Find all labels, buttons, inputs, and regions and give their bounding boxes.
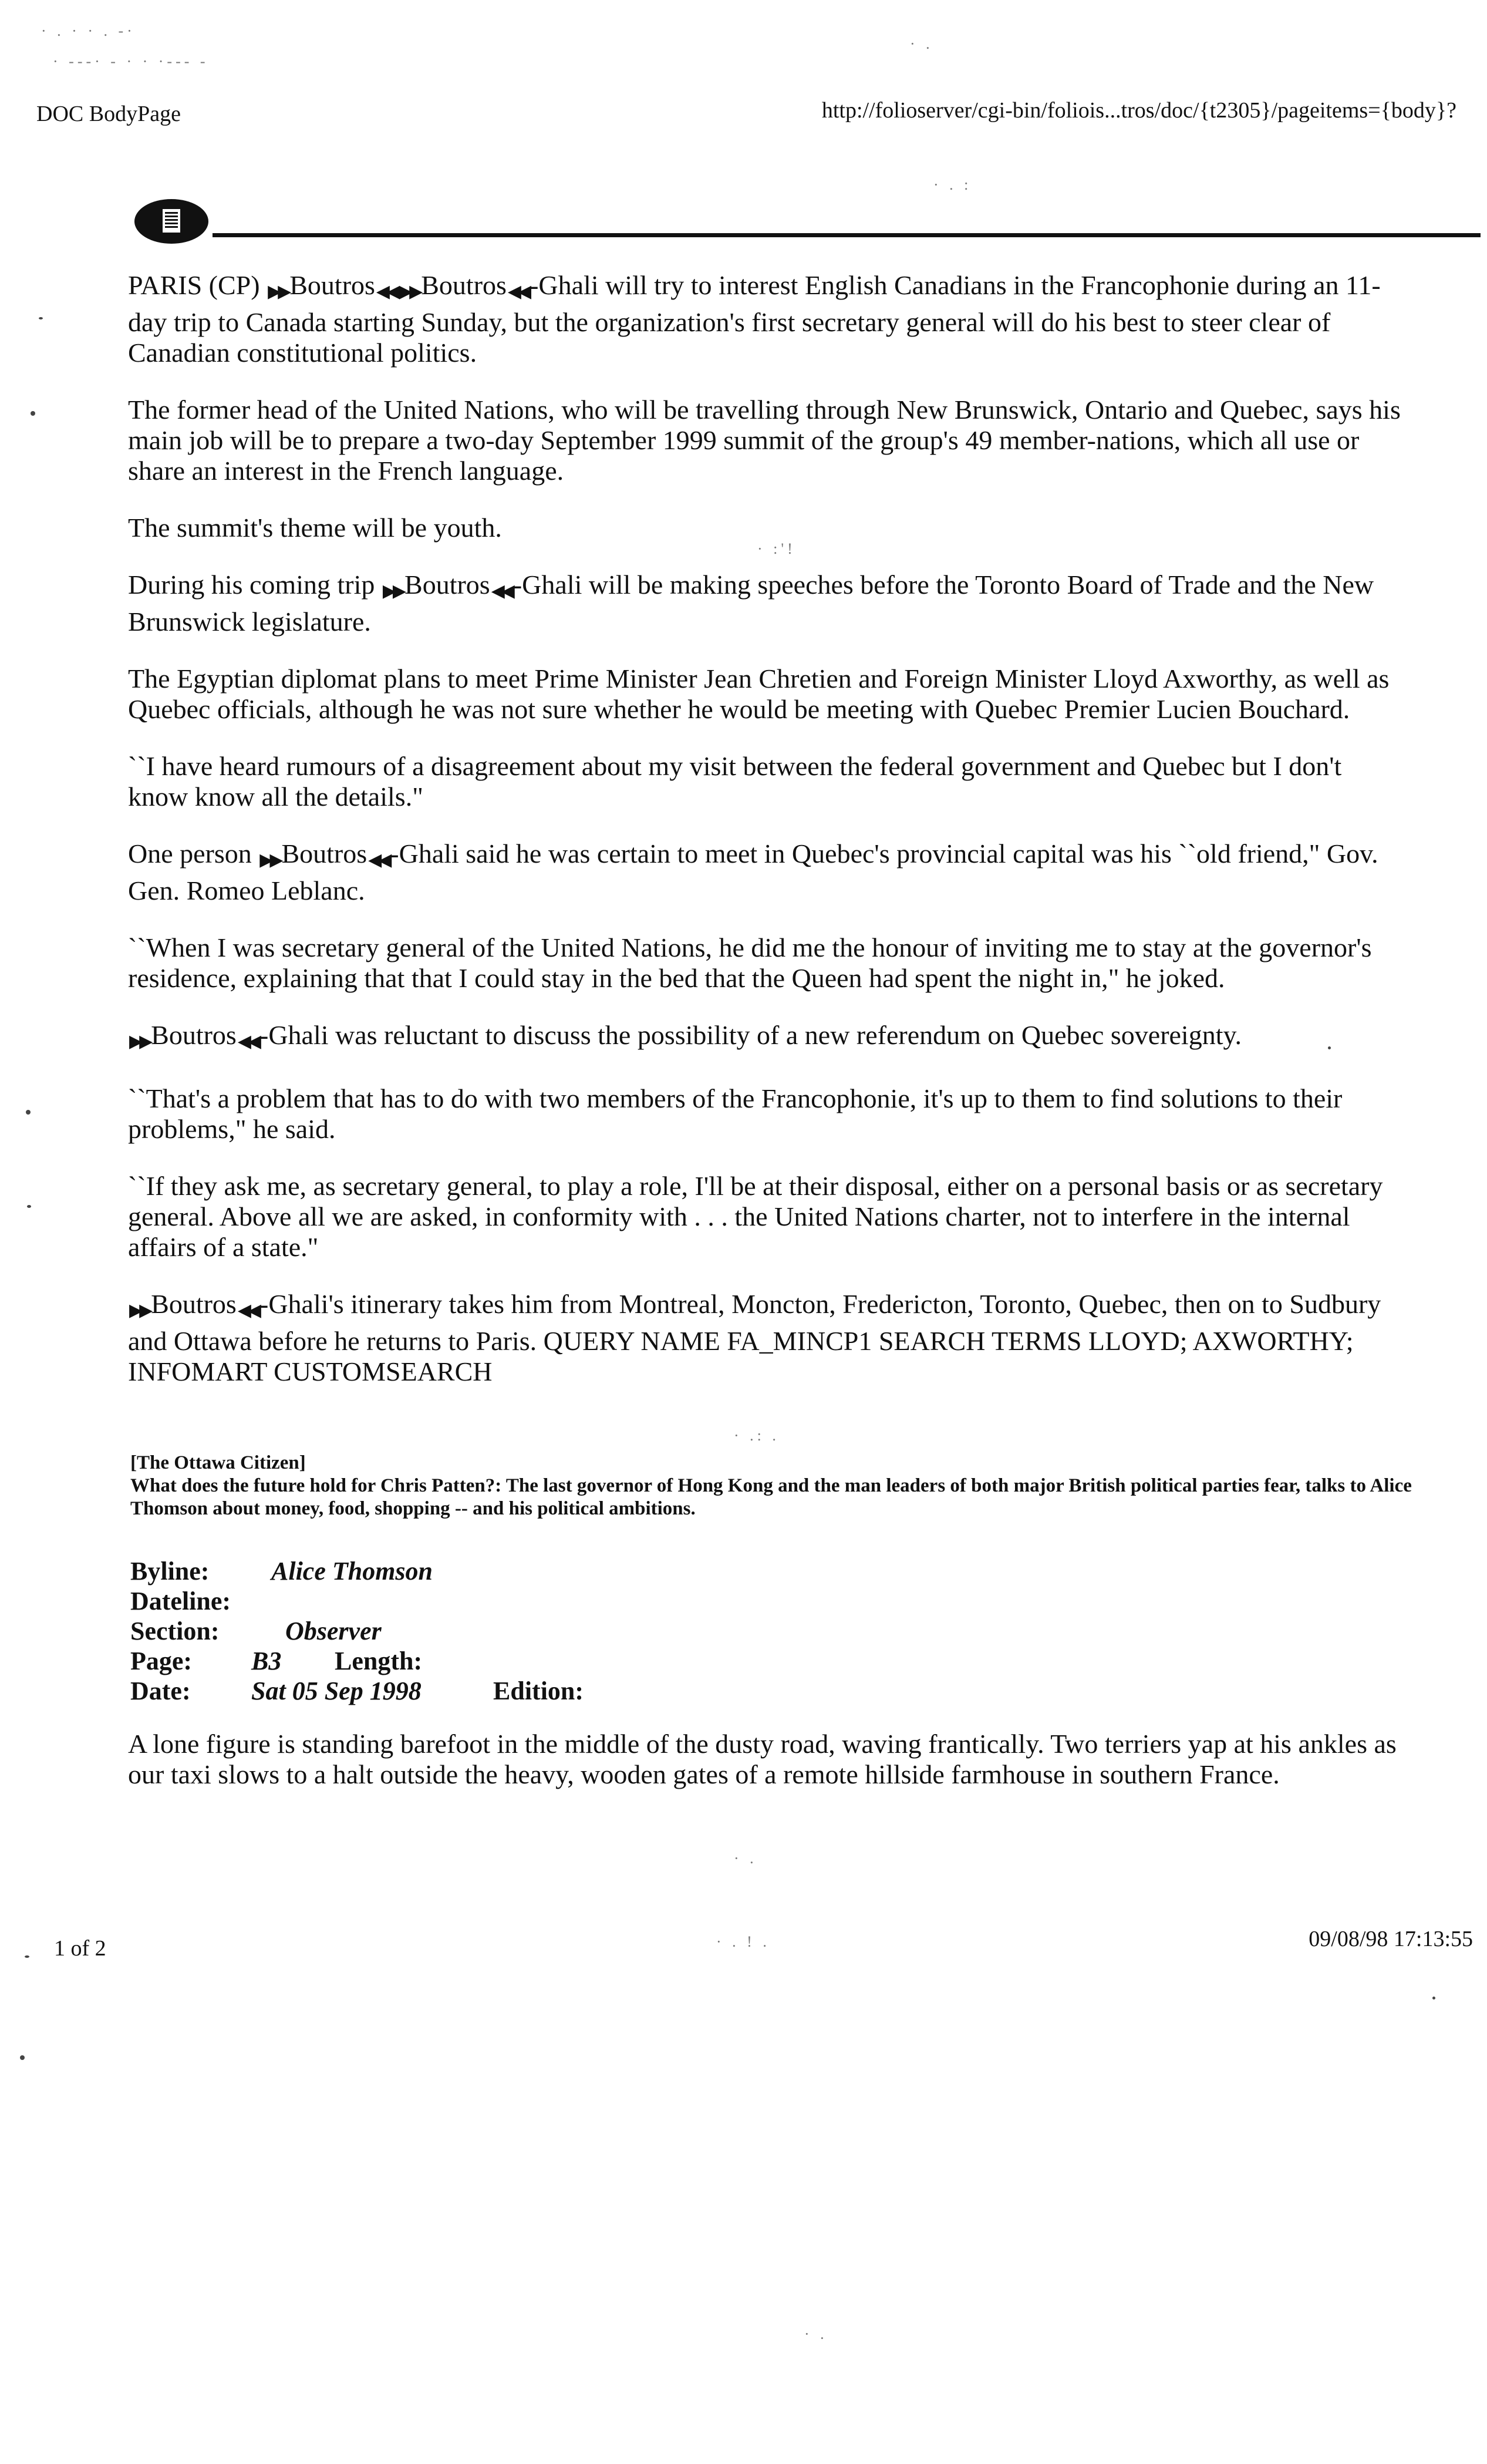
scan-noise: · . <box>734 1850 757 1867</box>
article-paragraph: ``When I was secretary general of the United Nations, he did me the honour of inviting me to stay at the governor's residence, explaining that that I could stay in the bed that the Queen had spent the night in," he joked. <box>128 933 1372 993</box>
article-headline: What does the future hold for Chris Patten?: The last governor of Hong Kong and the man leaders of both major British political parties fear, talks to Alice Thomson about money, food, shopping -- and his political ambitions. <box>130 1475 1412 1519</box>
page-number: 1 of 2 <box>54 1936 106 1961</box>
hit-start-marker-icon: ▶▶ <box>129 1032 150 1051</box>
length-label: Length: <box>335 1647 423 1675</box>
byline-value: Alice Thomson <box>271 1557 433 1586</box>
article-paragraph: ``If they ask me, as secretary general, to play a role, I'll be at their disposal, either on a personal basis or as secretary general. Above all we are asked, in conformity with . . . the United Nations charter, not to interfere in the internal affairs of a state." <box>128 1171 1383 1262</box>
hit-start-marker-icon: ▶▶ <box>382 581 403 601</box>
scan-speck <box>39 317 43 319</box>
hit-start-marker-icon: ▶▶ <box>129 1301 150 1320</box>
scan-noise: · ---· - · · ·--- - <box>53 53 209 70</box>
hit-end-marker-icon: ◀◀ <box>376 282 397 301</box>
hit-end-marker-icon: ◀◀ <box>507 282 528 301</box>
scan-speck <box>20 2055 25 2060</box>
page-header-title: DOC BodyPage <box>36 102 181 126</box>
print-timestamp: 09/08/98 17:13:55 <box>1309 1927 1473 1951</box>
page-value: B3 <box>251 1647 282 1675</box>
date-label: Date: <box>130 1677 191 1705</box>
article-paragraph: PARIS (CP) ▶▶Boutros◀◀ ▶▶Boutros◀◀-Ghali will try to interest English Canadians in the Francophonie during an 11-day trip to Canada starting Sunday, but the organization's first secretary general will do his best to steer clear of Canadian constitutional politics. <box>128 270 1381 368</box>
hit-end-marker-icon: ◀◀ <box>368 850 389 870</box>
source-name: [The Ottawa Citizen] <box>130 1452 306 1473</box>
edition-label: Edition: <box>493 1677 584 1705</box>
scan-noise: · .: . <box>734 1427 780 1444</box>
article-paragraph: The Egyptian diplomat plans to meet Prime Minister Jean Chretien and Foreign Minister Lloyd Axworthy, as well as Quebec officials, although he was not sure whether he would be meeting with Quebec Premier Lucien Bouchard. <box>128 664 1390 724</box>
hit-start-marker-icon: ▶▶ <box>399 282 420 301</box>
scan-speck <box>1432 1997 1435 2000</box>
scan-noise: · . ! . <box>716 1933 770 1950</box>
article-paragraph: One person ▶▶Boutros◀◀-Ghali said he was certain to meet in Quebec's provincial capital was his ``old friend," Gov. Gen. Romeo Leblanc. <box>128 839 1378 906</box>
hit-start-marker-icon: ▶▶ <box>268 282 288 301</box>
page-label: Page: <box>130 1647 193 1675</box>
scan-noise: · . <box>910 35 933 52</box>
next-article-lead: A lone figure is standing barefoot in the middle of the dusty road, waving frantically. Two terriers yap at his ankles as our taxi slows to a halt outside the heavy, wooden gates of a remote hillside farmhouse in southern France. <box>128 1729 1397 1789</box>
hit-end-marker-icon: ◀◀ <box>237 1301 258 1320</box>
next-article-header <box>130 1452 1422 1520</box>
byline-label: Byline: <box>130 1557 210 1586</box>
hit-start-marker-icon: ▶▶ <box>259 850 280 870</box>
page-header-url: http://folioserver/cgi-bin/foliois...tros/doc/{t2305}/pageitems={body}? <box>821 98 1456 123</box>
scan-speck <box>31 411 35 416</box>
scan-speck <box>25 1955 29 1958</box>
article-paragraph: ``That's a problem that has to do with two members of the Francophonie, it's up to them to find solutions to their problems," he said. <box>128 1083 1343 1144</box>
header-rule <box>213 233 1481 237</box>
hit-end-marker-icon: ◀◀ <box>491 581 511 601</box>
article-paragraph: ▶▶Boutros◀◀-Ghali was reluctant to discuss the possibility of a new referendum on Quebec sovereignty. <box>129 1020 1242 1051</box>
article-body <box>128 270 1402 1413</box>
scan-speck <box>27 1205 31 1208</box>
section-value: Observer <box>285 1617 382 1645</box>
article-paragraph: ▶▶Boutros◀◀-Ghali's itinerary takes him from Montreal, Moncton, Fredericton, Toronto, Quebec, then on to Sudbury and Ottawa before he returns to Paris. QUERY NAME FA_MINCP1 SEARCH TERMS LLOYD; AXWORTHY; INFOMART CUSTOMSEARCH <box>128 1289 1381 1386</box>
scan-speck <box>26 1110 31 1115</box>
article-paragraph: The former head of the United Nations, who will be travelling through New Brunswick, Ontario and Quebec, says his main job will be to prepare a two-day September 1999 summit of the group's 49 member-nations, which all use or share an interest in the French language. <box>128 395 1401 486</box>
scan-noise: · . <box>804 2325 828 2342</box>
article-paragraph: ``I have heard rumours of a disagreement about my visit between the federal government and Quebec but I don't know know all the details." <box>128 751 1342 812</box>
dateline-label: Dateline: <box>130 1587 231 1615</box>
article-paragraph: The summit's theme will be youth. <box>128 513 502 543</box>
hit-end-marker-icon: ◀◀ <box>237 1032 258 1051</box>
section-label: Section: <box>130 1617 220 1645</box>
document-icon[interactable] <box>134 198 209 244</box>
scan-speck <box>1328 1046 1331 1049</box>
scan-noise: · . : <box>933 176 972 193</box>
article-metadata <box>130 1556 584 1706</box>
scan-noise: · . · · . -· <box>41 22 136 39</box>
date-value: Sat 05 Sep 1998 <box>251 1677 422 1705</box>
scan-noise: · :'! <box>757 540 796 557</box>
article-paragraph: During his coming trip ▶▶Boutros◀◀-Ghali will be making speeches before the Toronto Board of Trade and the New Brunswick legislature. <box>128 570 1374 637</box>
